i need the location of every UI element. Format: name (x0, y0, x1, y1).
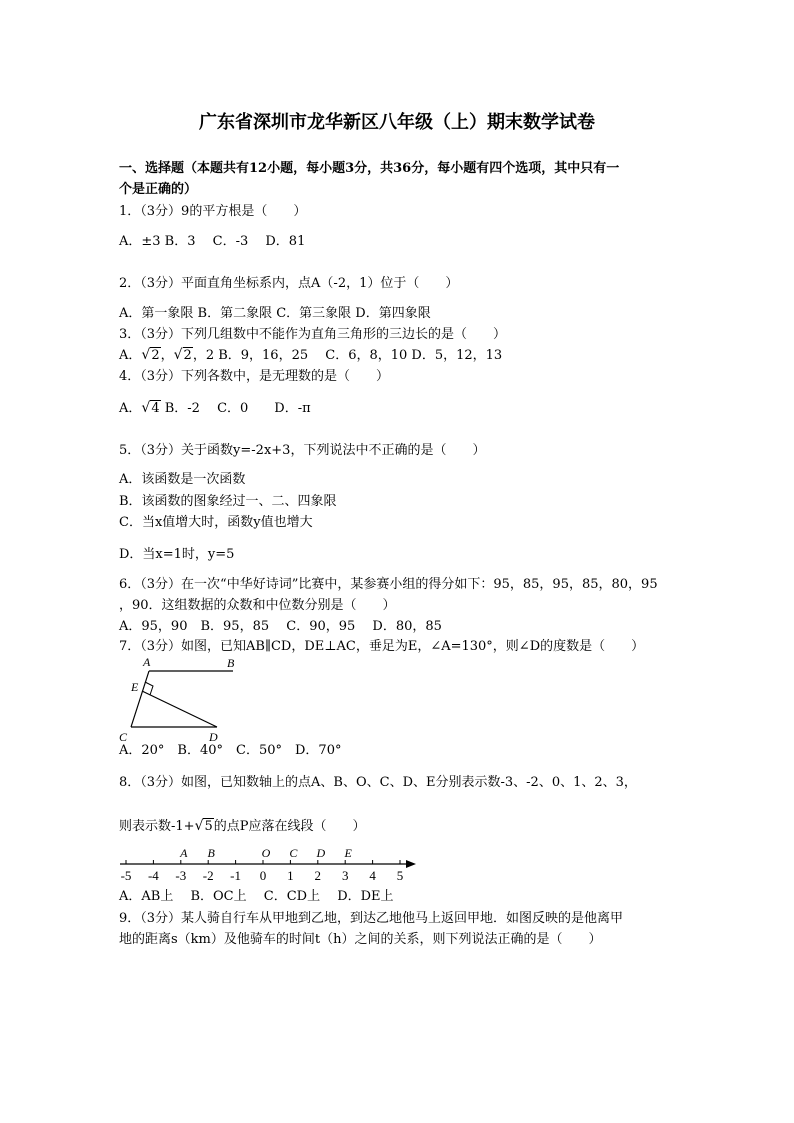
label-c: C (119, 730, 128, 744)
q3-separator: ， (160, 348, 174, 363)
q8-line2-post: 的点P应落在线段（ ） (213, 819, 366, 834)
q8-radicand: 5 (204, 819, 213, 834)
axis-tick-label: 3 (341, 868, 349, 883)
axis-tick-label: -1 (230, 868, 242, 883)
axis-point-label-a: A (180, 846, 188, 860)
q8-line2 (119, 818, 366, 835)
axis-tick-label: -3 (175, 868, 187, 883)
axis-point-label-o: O (261, 846, 271, 860)
axis-tick-label: 1 (287, 868, 294, 883)
q7-stem: 7．（3分）如图，已知AB∥CD，DE⊥AC，垂足为E，∠A=130°，则∠D的度数是（ ） (119, 639, 645, 654)
q9-line2: 地的距离s（km）及他骑车的时间t（h）之间的关系，则下列说法正确的是（ ） (119, 932, 602, 947)
q8-number-line (112, 844, 422, 884)
axis-tick-label: 2 (314, 868, 322, 883)
q4-options (119, 400, 311, 417)
q8-line1: 8．（3分）如图，已知数轴上的点A、B、O、C、D、E分别表示数-3、-2、0、1、2、3， (119, 775, 637, 790)
q4-option-rest: B．-2 C．0 D．-π (160, 401, 311, 416)
page-title: 广东省深圳市龙华新区八年级（上）期末数学试卷 (199, 112, 595, 133)
q6-options: A．95，90 B．95，85 C．90，95 D．80，85 (119, 619, 442, 634)
q4-option-prefix: A． (119, 401, 142, 416)
q2-stem: 2．（3分）平面直角坐标系内，点A（-2，1）位于（ ） (119, 276, 459, 291)
axis-point-label-e: E (344, 846, 352, 860)
axis-tick-label: 5 (396, 868, 404, 883)
q3-stem: 3．（3分）下列几组数中不能作为直角三角形的三边长的是（ ） (119, 327, 507, 342)
sqrt-symbol: √2 (141, 347, 160, 363)
q5-stem: 5．（3分）关于函数y=-2x+3，下列说法中不正确的是（ ） (119, 443, 486, 458)
q3-option-rest: ，2 B．9，16，25 C．6，8，10 D．5，12，13 (192, 348, 503, 363)
q3-option-prefix: A． (119, 348, 142, 363)
q3-options (119, 347, 502, 364)
q5-option-a: A．该函数是一次函数 (119, 472, 246, 487)
sqrt-symbol: √5 (194, 818, 213, 834)
q1-stem: 1．（3分）9的平方根是（ ） (119, 204, 307, 219)
q7-options: A．20° B．40° C．50° D．70° (119, 743, 342, 758)
q3-radicand-1: 2 (151, 348, 160, 363)
axis-point-label-d: D (316, 846, 326, 860)
q3-radicand-2: 2 (183, 348, 192, 363)
section-heading-line1: 一、选择题（本题共有12小题，每小题3分，共36分，每小题有四个选项，其中只有一 (119, 161, 620, 176)
axis-tick-label: -2 (202, 868, 214, 883)
q1-options: A．±3 B．3 C．-3 D．81 (119, 234, 306, 249)
line-de (142, 691, 217, 727)
q9-line1: 9．（3分）某人骑自行车从甲地到乙地，到达乙地他马上返回甲地．如图反映的是他离甲 (119, 911, 624, 926)
q5-option-d: D．当x=1时，y=5 (119, 547, 235, 562)
label-e: E (131, 680, 139, 694)
q8-options: A．AB上 B．OC上 C．CD上 D．DE上 (119, 889, 394, 904)
label-a: A (143, 655, 151, 669)
sqrt-symbol: √2 (173, 347, 192, 363)
axis-tick-label: 0 (259, 868, 267, 883)
label-d: D (209, 730, 218, 744)
q2-options: A．第一象限 B．第二象限 C．第三象限 D．第四象限 (119, 306, 431, 321)
q4-stem: 4．（3分）下列各数中，是无理数的是（ ） (119, 369, 390, 384)
q6-line1: 6．（3分）在一次“中华好诗词”比赛中，某参赛小组的得分如下：95，85，95，85，80，95 (119, 577, 658, 592)
section-heading-line2: 个是正确的） (119, 182, 198, 197)
axis-point-label-c: C (289, 846, 298, 860)
q7-figure (115, 654, 245, 746)
axis-arrow (406, 860, 416, 868)
axis-tick-label: -4 (147, 868, 159, 883)
label-b: B (227, 656, 235, 670)
axis-point-label-b: B (207, 846, 215, 860)
q6-line2: ，90．这组数据的众数和中位数分别是（ ） (119, 598, 396, 613)
sqrt-symbol: √4 (141, 400, 160, 416)
q5-option-b: B．该函数的图象经过一、二、四象限 (119, 494, 337, 509)
axis-tick-label: -5 (120, 868, 132, 883)
q4-radicand: 4 (151, 401, 160, 416)
q5-option-c: C．当x值增大时，函数y值也增大 (119, 515, 313, 530)
q8-line2-pre: 则表示数-1+ (119, 819, 195, 834)
axis-tick-label: 4 (369, 868, 376, 883)
